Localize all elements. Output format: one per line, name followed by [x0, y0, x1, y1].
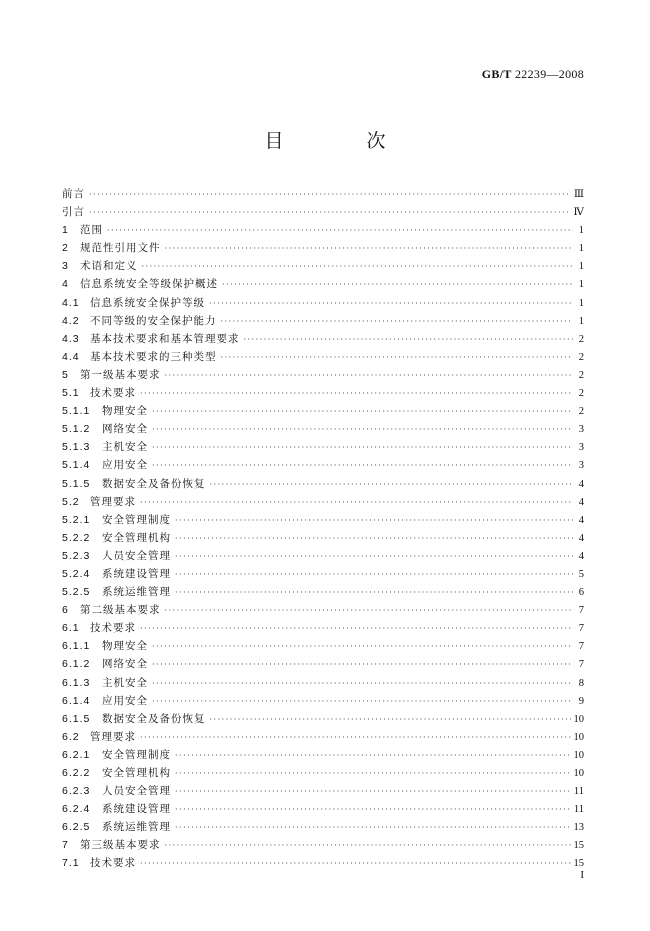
toc-entry-number: 5.2.5	[62, 586, 91, 599]
toc-entry[interactable]	[62, 655, 584, 673]
toc-entry-number: 7	[62, 839, 69, 852]
toc-dot-leader	[152, 457, 573, 475]
toc-entry-label: 安全管理机构	[102, 767, 171, 779]
toc-dot-leader	[152, 638, 573, 656]
toc-entry-number: 6	[62, 604, 69, 617]
toc-entry-label: 第三级基本要求	[80, 839, 161, 852]
toc-dot-leader	[165, 602, 574, 620]
toc-entry-page: 4	[578, 478, 584, 490]
toc-entry[interactable]	[62, 438, 584, 456]
toc-entry-page: 6	[578, 587, 584, 599]
toc-entry-number: 6.1.3	[62, 676, 91, 689]
toc-entry-label: 前言	[62, 188, 85, 200]
toc-entry-label: 物理安全	[102, 640, 148, 653]
toc-entry-page: 2	[578, 406, 584, 418]
toc-entry-label: 网络安全	[102, 658, 148, 671]
toc-entry[interactable]	[62, 637, 584, 655]
toc-entry[interactable]	[62, 456, 584, 474]
toc-entry-label: 引言	[62, 206, 85, 219]
toc-entry-page: 15	[573, 858, 584, 870]
toc-entry-number: 5.2	[62, 495, 80, 508]
toc-dot-leader	[152, 656, 573, 674]
toc-entry-page: Ⅲ	[573, 189, 584, 200]
toc-entry-label: 管理要求	[90, 730, 136, 743]
toc-entry-page: 3	[578, 442, 584, 454]
toc-entry-number: 4.1	[62, 296, 80, 309]
toc-entry[interactable]	[62, 275, 584, 293]
toc-entry[interactable]	[62, 239, 584, 257]
toc-entry[interactable]	[62, 257, 584, 275]
toc-entry-number: 4.4	[62, 350, 80, 363]
toc-dot-leader	[152, 439, 573, 457]
toc-entry[interactable]	[62, 601, 584, 619]
toc-entry-label: 系统建设管理	[102, 567, 171, 580]
toc-entry-number: 2	[62, 242, 69, 255]
toc-entry-number: 5.1.4	[62, 459, 91, 472]
toc-entry-number: 6.2.4	[62, 803, 91, 816]
toc-dot-leader	[165, 240, 574, 258]
toc-entry-label: 数据安全及备份恢复	[102, 477, 206, 490]
toc-entry-page: 4	[578, 532, 584, 544]
toc-entry-number: 4	[62, 278, 69, 291]
toc-dot-leader	[175, 548, 573, 566]
toc-entry-page: 2	[578, 369, 584, 381]
toc-entry-page: 1	[578, 243, 584, 255]
toc-entry-label: 应用安全	[102, 694, 148, 707]
toc-entry-page: 3	[578, 460, 584, 472]
toc-entry[interactable]	[62, 547, 584, 565]
toc-entry-page: 10	[573, 731, 584, 743]
toc-entry[interactable]	[62, 583, 584, 601]
toc-entry-label: 基本技术要求和基本管理要求	[90, 332, 240, 345]
toc-dot-leader	[152, 421, 573, 439]
toc-entry-number: 5.1.3	[62, 441, 91, 454]
toc-entry[interactable]	[62, 800, 584, 818]
toc-entry-page: 7	[578, 623, 584, 635]
toc-dot-leader	[165, 837, 571, 855]
toc-entry[interactable]	[62, 221, 584, 239]
toc-entry-page: 1	[578, 261, 584, 273]
toc-entry-number: 5.1.2	[62, 423, 91, 436]
toc-entry[interactable]	[62, 674, 584, 692]
toc-entry-label: 系统建设管理	[102, 803, 171, 816]
toc-dot-leader	[210, 711, 571, 729]
toc-entry[interactable]	[62, 348, 584, 366]
toc-entry-number: 6.1.1	[62, 640, 91, 653]
toc-dot-leader	[152, 693, 573, 711]
toc-entry-page: 2	[578, 351, 584, 363]
toc-entry-page: 15	[573, 840, 584, 852]
toc-dot-leader	[210, 476, 574, 494]
toc-entry-number: 5.1.1	[62, 405, 91, 418]
toc-entry-label: 安全管理机构	[102, 531, 171, 544]
toc-entry-page: 11	[573, 786, 584, 798]
toc-entry-label: 信息系统安全等级保护概述	[80, 278, 218, 291]
toc-entry-label: 人员安全管理	[102, 549, 171, 562]
toc-entry-label: 技术要求	[90, 622, 136, 635]
toc-dot-leader	[209, 295, 573, 313]
toc-entry-page: 1	[578, 297, 584, 309]
toc-entry-label: 技术要求	[90, 857, 136, 870]
toc-entry-label: 主机安全	[102, 441, 148, 454]
toc-entry-label: 安全管理制度	[102, 513, 171, 526]
toc-entry-label: 第二级基本要求	[80, 604, 161, 617]
toc-entry-label: 主机安全	[102, 676, 148, 689]
standard-code	[482, 67, 584, 82]
standard-prefix: GB/T	[481, 67, 512, 81]
toc-dot-leader	[175, 584, 573, 602]
toc-dot-leader	[221, 313, 574, 331]
toc-entry-number: 6.1.5	[62, 712, 91, 725]
standard-number: 22239—2008	[515, 67, 584, 81]
toc-entry-page: 10	[573, 713, 584, 725]
toc-dot-leader	[140, 729, 571, 747]
toc-entry[interactable]	[62, 619, 584, 637]
toc-dot-leader	[152, 675, 573, 693]
toc-entry-label: 第一级基本要求	[80, 368, 161, 381]
toc-dot-leader	[244, 331, 574, 349]
toc-entry-page: 4	[578, 496, 584, 508]
toc-entry-page: 7	[578, 659, 584, 671]
toc-dot-leader	[175, 801, 571, 819]
toc-entry-label: 不同等级的安全保护能力	[90, 314, 217, 327]
toc-dot-leader	[89, 204, 571, 222]
toc-dot-leader	[175, 566, 573, 584]
toc-entry-number: 6.1	[62, 622, 80, 635]
toc-entry-page: 2	[578, 388, 584, 400]
toc-entry-label: 数据安全及备份恢复	[102, 712, 206, 725]
toc-entry[interactable]	[62, 366, 584, 384]
toc-entry-label: 应用安全	[102, 459, 148, 472]
toc-entry-number: 5	[62, 368, 69, 381]
toc-entry-page: 11	[573, 804, 584, 816]
toc-dot-leader	[175, 819, 571, 837]
toc-entry-label: 系统运维管理	[102, 821, 171, 834]
toc-entry-number: 7.1	[62, 857, 80, 870]
toc-dot-leader	[89, 186, 571, 204]
toc-entry-page: 5	[578, 568, 584, 580]
toc-entry[interactable]	[62, 475, 584, 493]
toc-entry[interactable]	[62, 402, 584, 420]
toc-entry-number: 6.2.5	[62, 821, 91, 834]
toc-entry[interactable]	[62, 692, 584, 710]
toc-entry[interactable]	[62, 746, 584, 764]
toc-entry[interactable]	[62, 818, 584, 836]
toc-entry-label: 安全管理制度	[102, 748, 171, 761]
toc-entry-page: 13	[573, 822, 584, 834]
toc-entry-page: 7	[578, 641, 584, 653]
toc-dot-leader	[175, 783, 571, 801]
toc-entry-number: 5.2.4	[62, 567, 91, 580]
toc-entry-page: 1	[578, 315, 584, 327]
toc-dot-leader	[152, 403, 573, 421]
toc-entry[interactable]	[62, 384, 584, 402]
toc-entry-page: 8	[578, 677, 584, 689]
toc-entry-number: 3	[62, 260, 69, 273]
toc-entry-number: 6.1.2	[62, 658, 91, 671]
toc-dot-leader	[140, 620, 573, 638]
toc-entry-page: 1	[578, 225, 584, 237]
toc-entry-number: 4.3	[62, 332, 80, 345]
toc-entry-page: Ⅳ	[573, 207, 584, 219]
toc-dot-leader	[107, 222, 573, 240]
toc-entry[interactable]	[62, 836, 584, 854]
toc-dot-leader	[142, 258, 574, 276]
toc-entry-label: 信息系统安全保护等级	[90, 296, 205, 309]
toc-entry-label: 物理安全	[102, 405, 148, 418]
toc-entry[interactable]	[62, 854, 584, 872]
toc-dot-leader	[175, 747, 571, 765]
table-of-contents	[62, 185, 584, 873]
toc-entry-number: 1	[62, 224, 69, 237]
toc-dot-leader	[140, 385, 573, 403]
toc-dot-leader	[175, 530, 573, 548]
toc-entry-number: 6.2.3	[62, 785, 91, 798]
toc-entry-page: 10	[573, 768, 584, 779]
toc-entry[interactable]	[62, 728, 584, 746]
toc-entry-page: 2	[578, 333, 584, 345]
toc-entry-number: 6.2	[62, 730, 80, 743]
toc-entry-label: 范围	[80, 224, 103, 237]
toc-entry-label: 规范性引用文件	[80, 242, 161, 255]
toc-dot-leader	[165, 367, 574, 385]
toc-dot-leader	[222, 276, 573, 294]
toc-entry[interactable]	[62, 493, 584, 511]
page-number: I	[580, 869, 584, 881]
toc-entry-page: 10	[573, 749, 584, 761]
toc-entry[interactable]	[62, 782, 584, 800]
toc-entry-number: 5.1.5	[62, 477, 91, 490]
toc-entry-label: 系统运维管理	[102, 586, 171, 599]
toc-entry-number: 5.2.3	[62, 549, 91, 562]
toc-dot-leader	[175, 512, 573, 530]
toc-entry[interactable]	[62, 420, 584, 438]
toc-entry-number: 5.2.2	[62, 531, 91, 544]
toc-entry-number: 5.1	[62, 387, 80, 400]
toc-entry-page: 4	[578, 550, 584, 562]
toc-dot-leader	[140, 494, 573, 512]
toc-entry-label: 网络安全	[102, 423, 148, 436]
toc-entry-page: 4	[578, 514, 584, 526]
toc-entry-page: 7	[578, 605, 584, 617]
toc-entry[interactable]	[62, 185, 584, 203]
toc-entry-number: 4.2	[62, 314, 80, 327]
toc-entry-number: 6.1.4	[62, 694, 91, 707]
toc-entry[interactable]	[62, 565, 584, 583]
toc-entry[interactable]	[62, 529, 584, 547]
toc-entry[interactable]	[62, 511, 584, 529]
toc-entry[interactable]	[62, 764, 584, 782]
toc-dot-leader	[140, 855, 571, 873]
page-title: 目 次	[264, 130, 418, 152]
toc-entry-label: 人员安全管理	[102, 785, 171, 798]
toc-entry-label: 技术要求	[90, 387, 136, 400]
toc-dot-leader	[221, 349, 574, 367]
toc-entry-label: 基本技术要求的三种类型	[90, 350, 217, 363]
toc-entry[interactable]	[62, 294, 584, 312]
toc-entry-label: 管理要求	[90, 495, 136, 508]
toc-entry-page: 3	[578, 424, 584, 436]
toc-entry-number: 6.2.2	[62, 767, 91, 779]
toc-dot-leader	[175, 765, 571, 783]
toc-entry[interactable]	[62, 203, 584, 221]
toc-entry[interactable]	[62, 710, 584, 728]
toc-entry[interactable]	[62, 330, 584, 348]
toc-entry-page: 1	[578, 279, 584, 291]
toc-entry-page: 9	[578, 695, 584, 707]
toc-entry-number: 5.2.1	[62, 513, 91, 526]
toc-entry-number: 6.2.1	[62, 748, 91, 761]
toc-entry[interactable]	[62, 312, 584, 330]
toc-entry-label: 术语和定义	[80, 260, 138, 273]
